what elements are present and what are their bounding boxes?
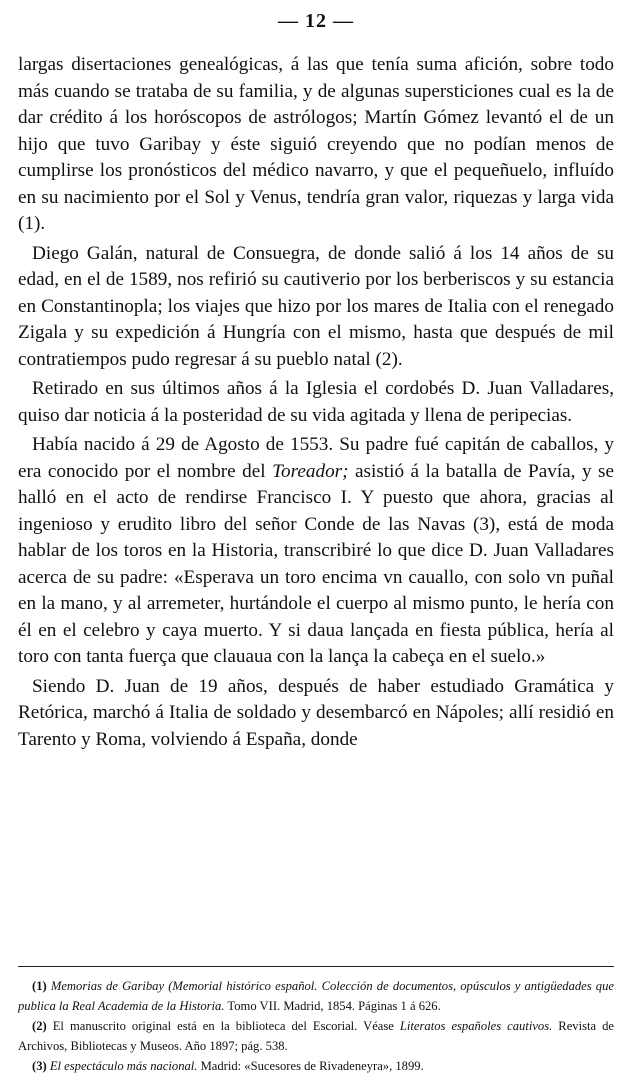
footnotes — [18, 976, 614, 1076]
footnote-3 — [18, 1056, 614, 1076]
paragraph-1: largas disertaciones genealógicas, á las que tenía suma afición, sobre todo más cuando se trataba de su familia, y de algunas supersticiones cual es la de dar crédito á los horóscopos de astrólogos; Martín Gómez levantó el de un hijo que tuvo Garibay y éste siguió creyendo que no podían menos de cumplirse los pronósticos del médico navarro, y que el pequeñuelo, influído en su nacimiento por el Sol y Venus, tendría gran valor, riquezas y larga vida (1). — [18, 54, 614, 234]
footnote-1-rest: Tomo VII. Madrid, 1854. Páginas 1 á 626. — [224, 999, 441, 1013]
footnote-1 — [18, 976, 614, 1016]
footnote-3-rest: Madrid: «Sucesores de Rivadeneyra», 1899. — [197, 1059, 424, 1073]
footnote-2 — [18, 1016, 614, 1056]
footnote-2-ref: (2) — [32, 1019, 47, 1033]
main-text — [18, 52, 614, 753]
page-number: — 12 — — [278, 10, 354, 32]
footnote-3-ref: (3) — [32, 1059, 47, 1073]
paragraph-3: Retirado en sus últimos años á la Iglesia el cordobés D. Juan Valladares, quiso dar noticia á la posteridad de su vida agitada y llena de peripecias. — [18, 378, 614, 426]
paragraph-4-text-b: asistió á la batalla de Pavía, y se halló en el acto de rendirse Francisco I. Y puesto que ahora, gracias al ingenioso y erudito libro del señor Conde de las Navas (3), está de moda hablar de los toros en la Historia, transcribiré lo que dice D. Juan Valladares acerca de su padre: «Esperava un toro encima vn cauallo, con solo vn puñal en la mano, y al arremeter, hurtándole el cuerpo al mismo punto, le hería con él en el celebro y caya muerto. Y si daua lançada en fiesta pública, hería al toro con tanta fuerça que clauaua con la lança la cabeça en el suelo.» — [18, 460, 615, 667]
paragraph-5: Siendo D. Juan de 19 años, después de haber estudiado Gramática y Retórica, marchó á Italia de soldado y desembarcó en Nápoles; allí residió en Tarento y Roma, volviendo á España, donde — [18, 675, 614, 750]
footnote-divider — [18, 966, 614, 967]
toreador-italic: Toreador; — [272, 460, 349, 482]
footnote-3-italic: El espectáculo más nacional. — [46, 1059, 198, 1073]
footnote-2-italic: Literatos españoles cautivos. — [399, 1019, 553, 1033]
footnote-2-text-a: El manuscrito original está en la biblioteca del Escorial. Véase — [46, 1019, 400, 1033]
footnote-1-ref: (1) — [32, 979, 47, 993]
footnote-1-italic: Memorias de Garibay (Memorial histórico español. Colección de documentos, opúsculos y antigüedades que publica la Real Academia de la Historia. — [18, 979, 614, 1013]
paragraph-4 — [18, 432, 614, 671]
footnote-2-text-b: Revista de Archivos, Bibliotecas y Museos. Año 1897; pág. 538. — [18, 1019, 614, 1053]
book-page — [18, 0, 615, 1073]
paragraph-2: Diego Galán, natural de Consuegra, de donde salió á los 14 años de su edad, en el de 1589, nos refirió su cautiverio por los berberiscos y su estancia en Constantinopla; los viajes que hizo por los mares de Italia con el renegado Zigala y su expedición á Hungría con el mismo, hasta que después de mil contratiempos pudo regresar á su pueblo natal (2). — [18, 242, 614, 370]
paragraph-4-text-a: Había nacido á 29 de Agosto de 1553. Su padre fué capitán de caballos, y era conocido por el nombre del — [18, 434, 614, 482]
